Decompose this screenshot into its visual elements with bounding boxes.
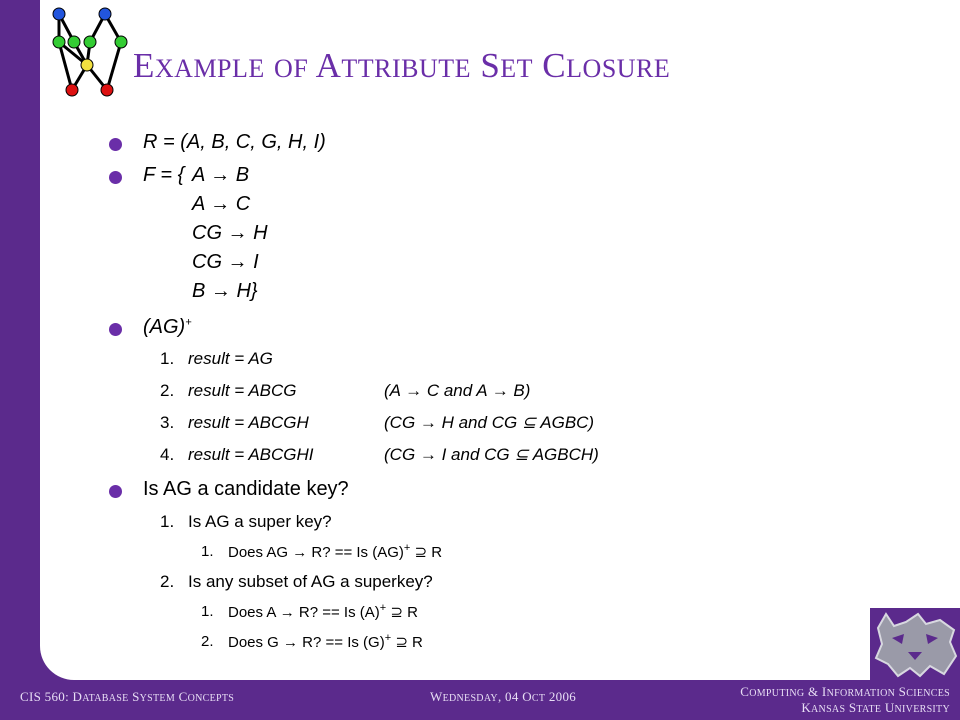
- sub-question-number: 2.: [201, 633, 214, 650]
- step-number: 4.: [160, 445, 175, 464]
- bullet-icon: [109, 323, 122, 336]
- step-number: 2.: [160, 381, 175, 400]
- step-result: result = ABCG: [188, 381, 297, 400]
- slide-title: EXAMPLE OF ATTRIBUTE SET CLOSURE: [133, 46, 671, 85]
- footer-date: WEDNESDAY, 04 OCT 2006: [430, 689, 577, 704]
- fd-item: CG → I: [192, 251, 259, 273]
- bullet-icon: [109, 485, 122, 498]
- footer-department: COMPUTING & INFORMATION SCIENCES: [740, 684, 950, 699]
- subset-check-g: Does G → R? == Is (G)+ ⊇ R: [228, 632, 423, 651]
- wildcat-logo-icon: [870, 608, 960, 680]
- step-reason: (CG → I and CG ⊆ AGBCH): [384, 445, 599, 464]
- graph-logo-icon: [45, 3, 135, 98]
- slide-canvas: [40, 0, 960, 680]
- question-number: 1.: [160, 512, 175, 531]
- footer-university: KANSAS STATE UNIVERSITY: [801, 700, 950, 715]
- candidate-key-question: Is AG a candidate key?: [143, 478, 349, 500]
- fd-item: B → H}: [192, 280, 258, 302]
- question-number: 2.: [160, 572, 175, 591]
- bullet-icon: [109, 171, 122, 184]
- subset-question: Is any subset of AG a superkey?: [188, 572, 433, 591]
- super-key-question: Is AG a super key?: [188, 512, 332, 531]
- step-number: 3.: [160, 413, 175, 432]
- step-result: result = ABCGH: [188, 413, 309, 432]
- footer-course: CIS 560: DATABASE SYSTEM CONCEPTS: [20, 689, 235, 704]
- sub-question-number: 1.: [201, 603, 214, 620]
- step-number: 1.: [160, 349, 175, 368]
- closure-heading: (AG)+: [143, 316, 192, 338]
- fd-item: A → B: [192, 164, 250, 186]
- step-reason: (CG → H and CG ⊆ AGBC): [384, 413, 595, 432]
- step-result: result = ABCGHI: [188, 445, 314, 464]
- sub-question-number: 1.: [201, 543, 214, 560]
- step-reason: (A → C and A → B): [384, 381, 531, 400]
- bullet-icon: [109, 138, 122, 151]
- super-key-check: Does AG → R? == Is (AG)+ ⊇ R: [228, 542, 443, 561]
- relation-definition: R = (A, B, C, G, H, I): [143, 131, 326, 153]
- fd-set-prefix: F = {: [143, 164, 185, 186]
- step-result: result = AG: [188, 349, 273, 368]
- subset-check-a: Does A → R? == Is (A)+ ⊇ R: [228, 602, 418, 621]
- fd-item: A → C: [192, 193, 251, 215]
- fd-item: CG → H: [192, 222, 268, 244]
